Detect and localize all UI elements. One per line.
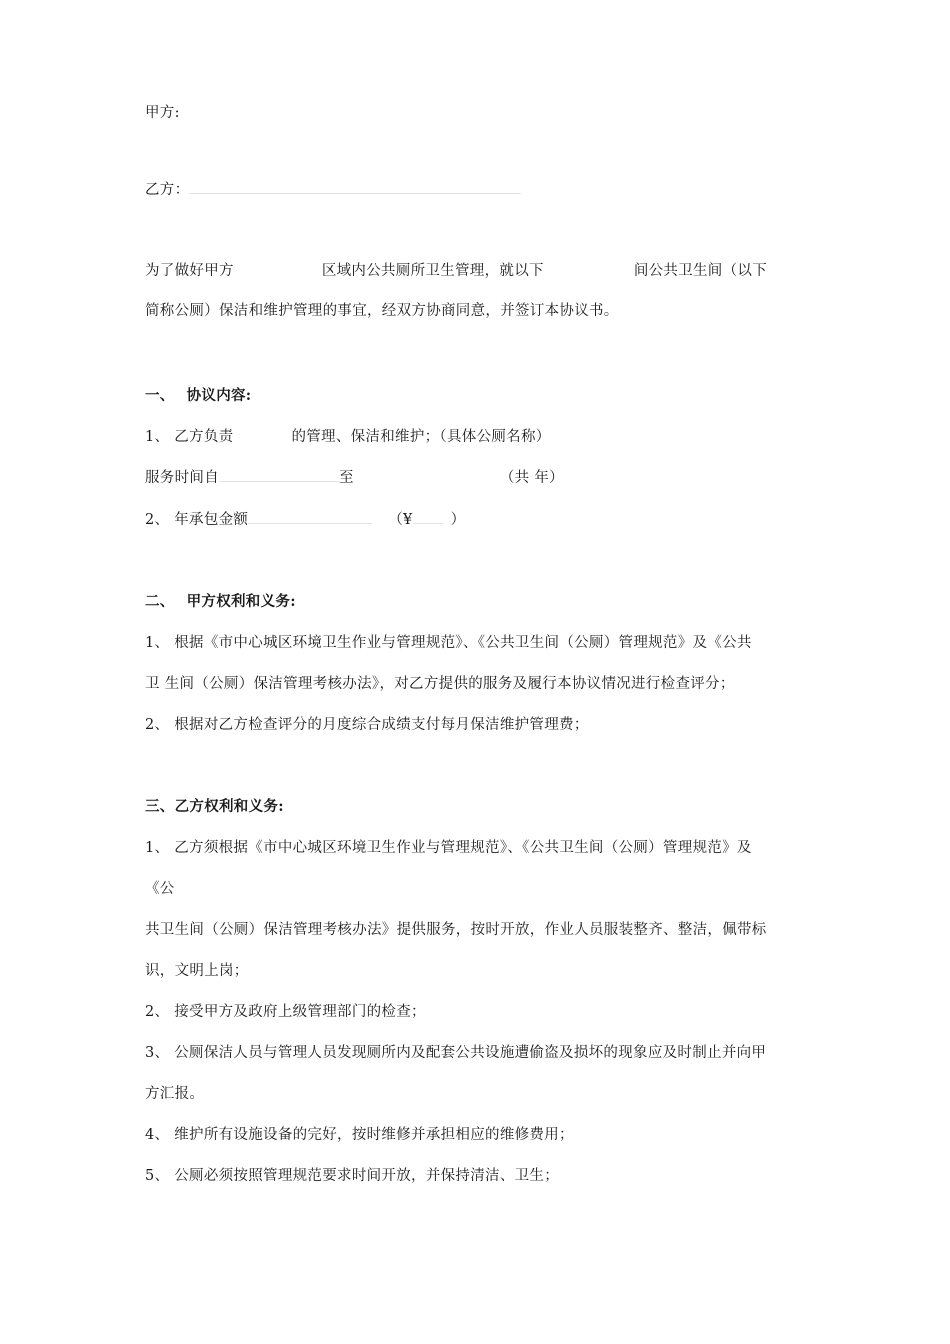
section-1-item-1: [145, 427, 551, 447]
intro-line-1: [145, 261, 767, 281]
party-b-blank[interactable]: [189, 179, 521, 194]
section-3-item-1-line-3: 共卫生间（公厕）保洁管理考核办法》提供服务，按时开放，作业人员服装整齐、整洁，佩带标: [145, 922, 767, 938]
party-b-label: 乙方：: [145, 182, 190, 198]
section-2-item-1-line-1: 1、 根据《市中心城区环境卫生作业与管理规范》、《公共卫生间（公厕）管理规范》及《公共: [145, 635, 752, 651]
section-2-title: 甲方权利和义务:: [186, 593, 296, 610]
section-1-number: 一、: [145, 387, 175, 404]
item2-text-b: （¥: [388, 512, 413, 528]
section-3-item-3-line-2: 方汇报。: [145, 1086, 205, 1102]
amount-blank[interactable]: [248, 509, 372, 524]
section-1-heading: [145, 386, 251, 406]
section-3-heading: 三、乙方权利和义务:: [145, 798, 284, 815]
intro-text-a: 为了做好甲方: [145, 263, 234, 279]
item2-text-c: ）: [450, 512, 466, 528]
party-b-line: [145, 179, 521, 200]
item1-text-b: 的管理、保洁和维护；（具体公厕名称）: [291, 429, 551, 445]
service-text-a: 服务时间自: [145, 470, 219, 486]
section-2-number: 二、: [145, 593, 175, 610]
intro-text-c: 间公共卫生间（以下: [633, 263, 768, 279]
section-1-service-time: [145, 467, 564, 488]
section-1-item-2: [145, 509, 465, 530]
service-start-blank[interactable]: [219, 467, 339, 482]
section-3-item-2: 2、 接受甲方及政府上级管理部门的检查；: [145, 1004, 426, 1020]
section-3-item-3-line-1: 3、 公厕保洁人员与管理人员发现厕所内及配套公共设施遭偷盗及损坏的现象应及时制止并向甲: [145, 1045, 767, 1061]
section-3-item-4: 4、 维护所有设施设备的完好，按时维修并承担相应的维修费用；: [145, 1127, 574, 1143]
section-2-item-2: 2、 根据对乙方检查评分的月度综合成绩支付每月保洁维护管理费；: [145, 717, 589, 733]
amount-figure-blank[interactable]: [413, 509, 443, 524]
service-text-b: 至: [339, 470, 354, 486]
party-a-label: 甲方:: [145, 105, 180, 121]
item2-text-a: 2、 年承包金额: [145, 512, 249, 528]
intro-text-b: 区域内公共厕所卫生管理，就以下: [321, 263, 544, 279]
section-3-item-5: 5、 公厕必须按照管理规范要求时间开放，并保持清洁、卫生；: [145, 1168, 560, 1184]
section-3-item-1-line-2: 《公: [145, 881, 175, 897]
service-text-c: （共 年）: [499, 470, 564, 486]
item1-text-a: 1、 乙方负责: [145, 429, 234, 445]
intro-line-2: 简称公厕）保洁和维护管理的事宜，经双方协商同意，并签订本协议书。: [145, 303, 619, 319]
section-2-item-1-line-2: 卫 生间（公厕）保洁管理考核办法》，对乙方提供的服务及履行本协议情况进行检查评分；: [145, 676, 735, 692]
section-2-heading: [145, 592, 296, 612]
section-3-item-1-line-1: 1、 乙方须根据《市中心城区环境卫生作业与管理规范》、《公共卫生间（公厕）管理规范》及: [145, 840, 752, 856]
section-1-title: 协议内容:: [186, 387, 252, 404]
section-3-item-1-line-4: 识，文明上岗；: [145, 963, 249, 979]
